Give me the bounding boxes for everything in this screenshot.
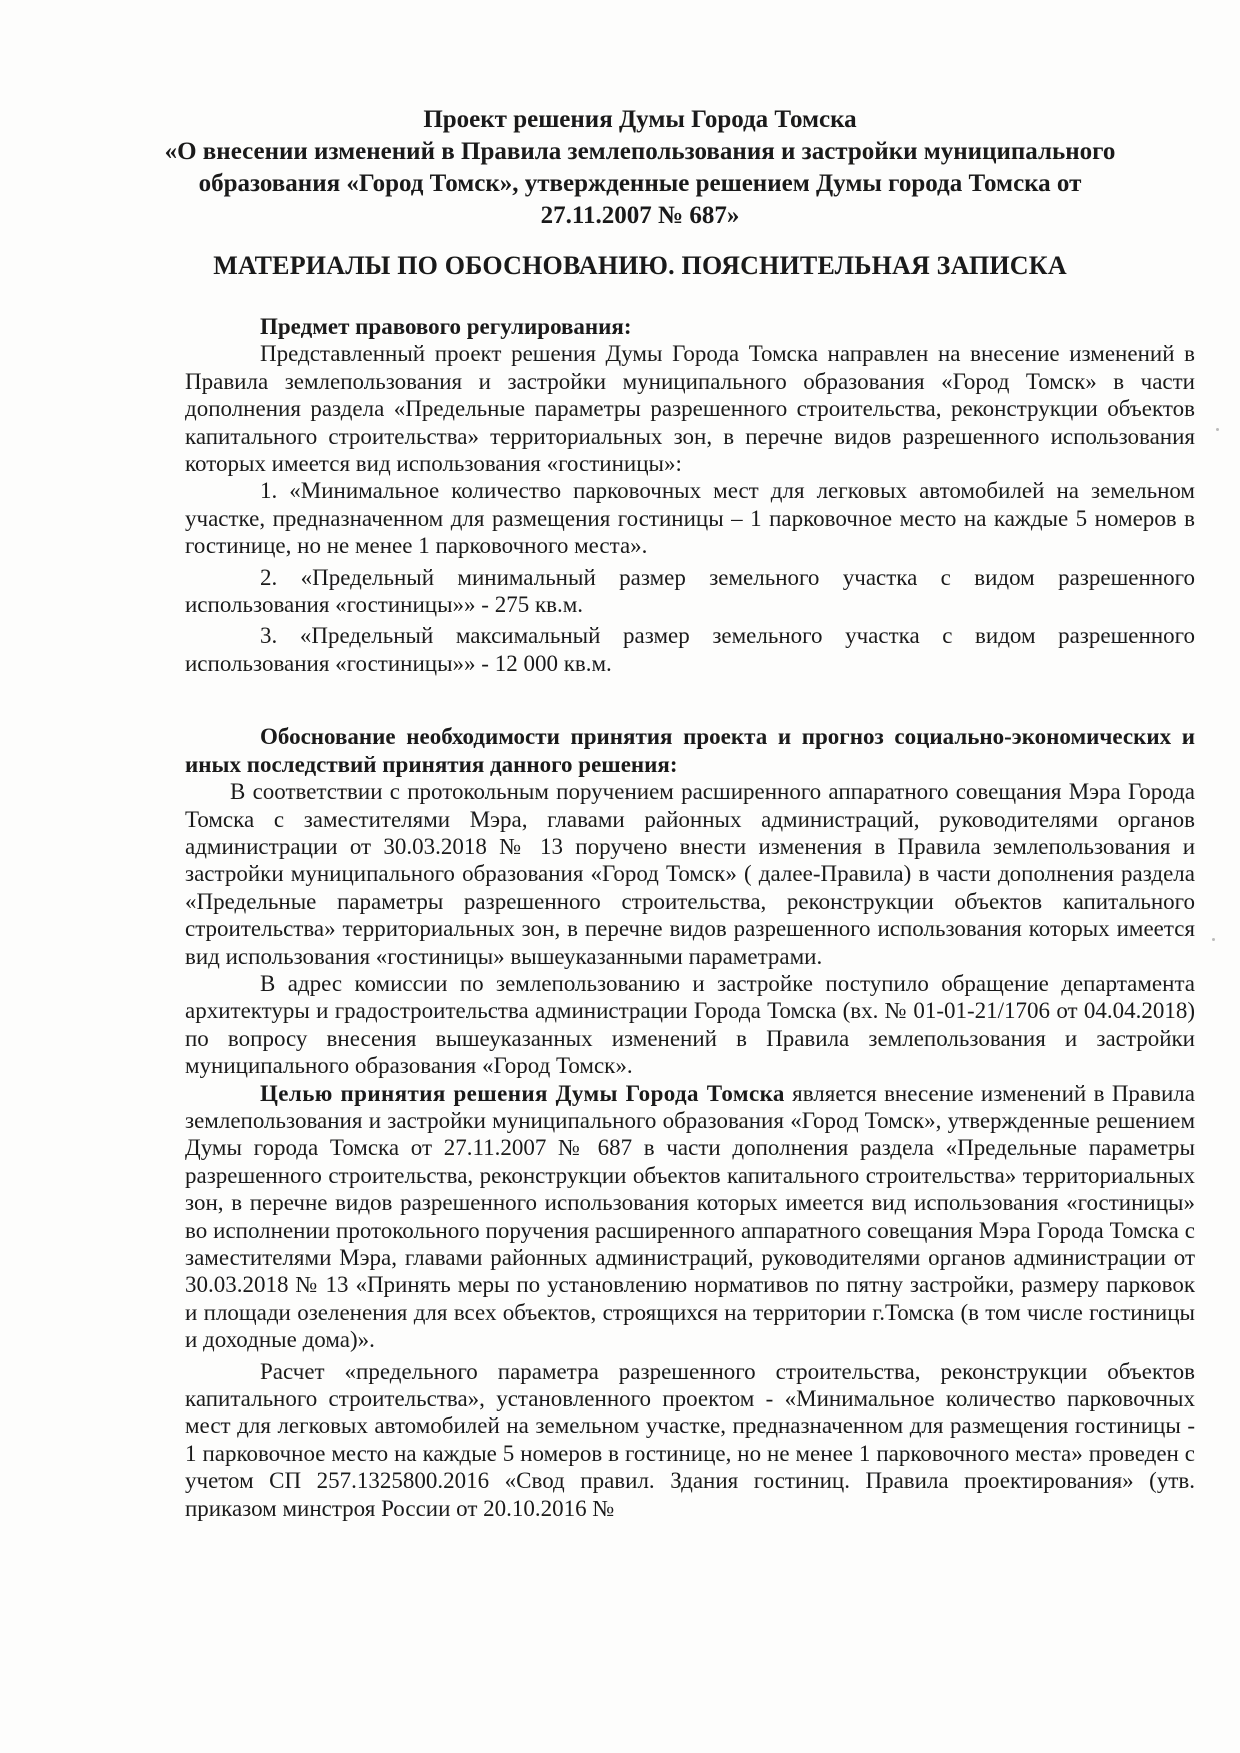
justification-para-4: Расчет «предельного параметра разрешенного строительства, реконструкции объектов капитального строительства», установленного проектом - «Минимальное количество парковочных мест для легковых автомобилей на земельном участке, предназначенном для размещения гостиницы - 1 парковочное место на каждые 5 номеров в гостинице, но не менее 1 парковочного места» проведен с учетом СП 257.1325800.2016 «Свод правил. Здания гостиниц. Правила проектирования» (утв. приказом минстроя России от 20.10.2016 № (185, 1358, 1195, 1521)
scan-speck (1216, 428, 1219, 431)
justification-heading: Обоснование необходимости принятия проекта и прогноз социально-экономических и иных последствий принятия данного решения: (185, 724, 1195, 777)
scan-speck (1212, 938, 1215, 941)
goal-text: является внесение изменений в Правила землепользования и застройки муниципального образования «Город Томск», утвержденные решением Думы города Томска от 27.11.2007 № 687 в части дополнения раздела «Предельные параметры разрешенного строительства, реконструкции объектов капитального строительства» территориальных зон, в перечне видов разрешенного использования которых имеется вид использования «гостиницы» во исполнении протокольного поручения расширенного аппаратного совещания Мэра Города Томска с заместителями Мэра, главами районных администраций, руководителями органов администрации от 30.03.2018 № 13 «Принять меры по установлению нормативов по пятну застройки, размеру парковок и площади озеленения для всех объектов, строящихся на территории г.Томска (в том числе гостиницы и доходные дома)». (185, 1080, 1195, 1353)
subject-heading: Предмет правового регулирования: (260, 314, 632, 339)
subject-intro: Представленный проект решения Думы Города Томска направлен на внесение изменений в Правила землепользования и застройки муниципального образования «Город Томск» в части дополнения раздела «Предельные параметры разрешенного строительства, реконструкции объектов капитального строительства» территориальных зон, в перечне видов разрешенного использования которых имеется вид использования «гостиницы»: (185, 341, 1195, 477)
header-line-4: 27.11.2007 № 687» (540, 202, 740, 229)
subject-item-2: 2. «Предельный минимальный размер земельного участка с видом разрешенного использования «гостиницы»» - 275 кв.м. (185, 564, 1195, 618)
subject-item-3: 3. «Предельный максимальный размер земельного участка с видом разрешенного использования «гостиницы»» - 12 000 кв.м. (185, 623, 1195, 676)
justification-para-3 (185, 1080, 1195, 1354)
goal-emphasis: Целью принятия решения Думы Города Томска (260, 1080, 785, 1106)
justification-para-1: В соответствии с протокольным поручением расширенного аппаратного совещания Мэра Города Томска с заместителями Мэра, главами районных администраций, руководителями органов администрации от 30.03.2018 № 13 поручено внести изменения в Правила землепользования и застройки муниципального образования «Город Томск» ( далее-Правила) в части дополнения раздела «Предельные параметры разрешенного строительства, реконструкции объектов капитального строительства» территориальных зон, в перечне видов разрешенного использования которых имеется вид использования «гостиницы» вышеуказанными параметрами. (185, 779, 1195, 969)
section-title: МАТЕРИАЛЫ ПО ОБОСНОВАНИЮ. ПОЯСНИТЕЛЬНАЯ ЗАПИСКА (213, 251, 1067, 280)
header-line-2: «О внесении изменений в Правила землепользования и застройки муниципального (164, 138, 1116, 165)
document-header (150, 104, 1130, 232)
document-body (185, 313, 1195, 1522)
header-line-3: образования «Город Томск», утвержденные решением Думы города Томска от (198, 170, 1082, 197)
header-line-1: Проект решения Думы Города Томска (423, 106, 857, 133)
justification-para-2: В адрес комиссии по землепользованию и застройке поступило обращение департамента архитектуры и градостроительства администрации Города Томска (вх. № 01-01-21/1706 от 04.04.2018) по вопросу внесения вышеуказанных изменений в Правила землепользования и застройки муниципального образования «Город Томск». (185, 970, 1195, 1079)
subject-item-1: 1. «Минимальное количество парковочных мест для легковых автомобилей на земельном участке, предназначенном для размещения гостиницы – 1 парковочное место на каждые 5 номеров в гостинице, но не менее 1 парковочного места». (185, 478, 1195, 559)
